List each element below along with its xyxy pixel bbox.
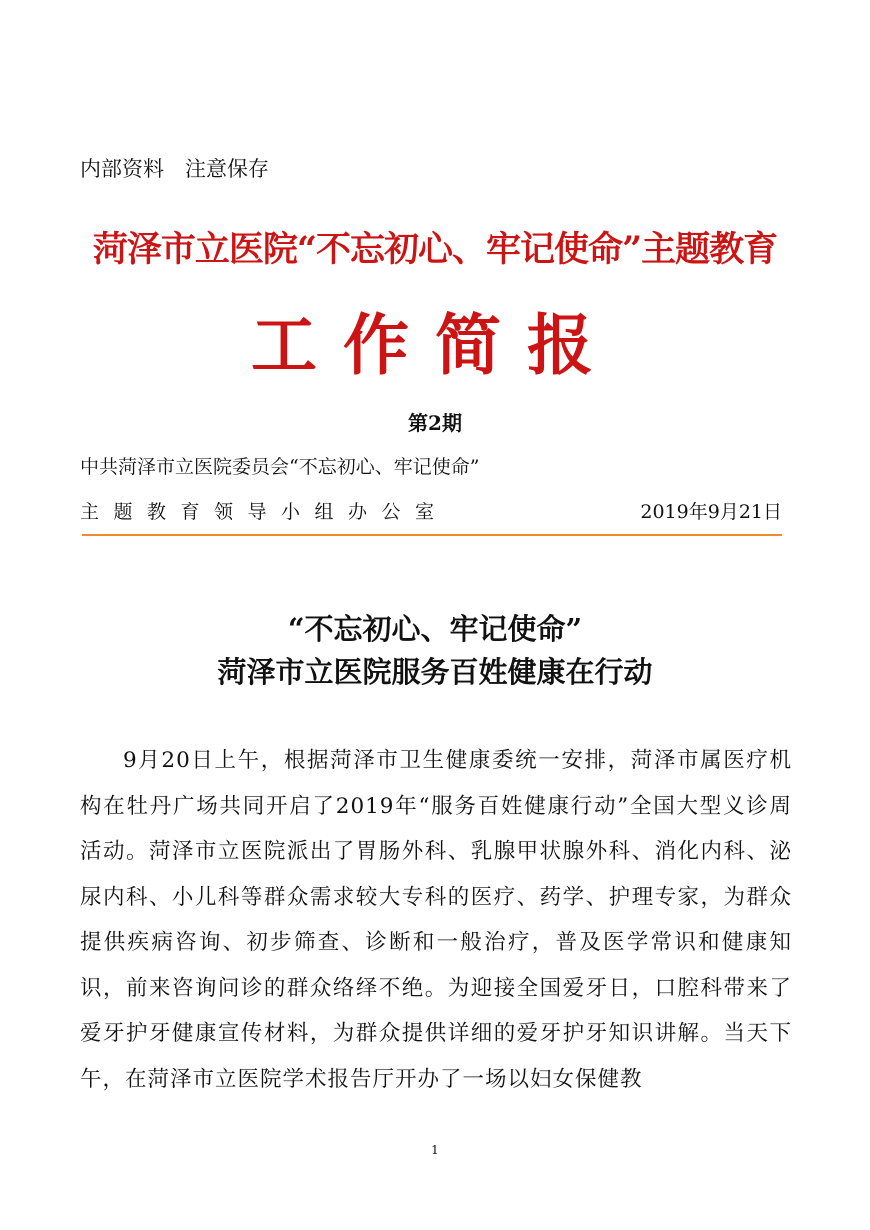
- issue-number: 第2期: [408, 411, 462, 435]
- organization-line-1: 中共菏泽市立医院委员会“不忘初心、牢记使命”: [80, 456, 480, 478]
- article-paragraph: 9月20日上午，根据菏泽市卫生健康委统一安排，菏泽市属医疗机构在牡丹广场共同开启了2019年“服务百姓健康行动”全国大型义诊周活动。菏泽市立医院派出了胃肠外科、乳腺甲状腺外科、消化内科、泌尿内科、小儿科等群众需求较大专科的医疗、药学、护理专家，为群众提供疾病咨询、初步筛查、诊断和一般治疗，普及医学常识和健康知识，前来咨询问诊的群众络绎不绝。为迎接全国爱牙日，口腔科带来了爱牙护牙健康宣传材料，为群众提供详细的爱牙护牙知识讲解。当天下午，在菏泽市立医院学术报告厅开办了一场以妇女保健教: [80, 748, 792, 1092]
- banner-title: 菏泽市立医院“不忘初心、牢记使命”主题教育: [92, 229, 778, 270]
- page-number: 1: [431, 1143, 439, 1157]
- banner-subtitle: 工作简报: [251, 306, 619, 384]
- publish-date: 2019年9月21日: [640, 501, 782, 523]
- header-divider: [82, 534, 782, 536]
- article-title-line-1: “不忘初心、牢记使命”: [287, 612, 583, 646]
- article-title-line-2: 菏泽市立医院服务百姓健康在行动: [217, 655, 653, 689]
- internal-note: 内部资料 注意保存: [80, 157, 269, 181]
- organization-line-2: 主题教育领导小组办公室: [80, 501, 449, 523]
